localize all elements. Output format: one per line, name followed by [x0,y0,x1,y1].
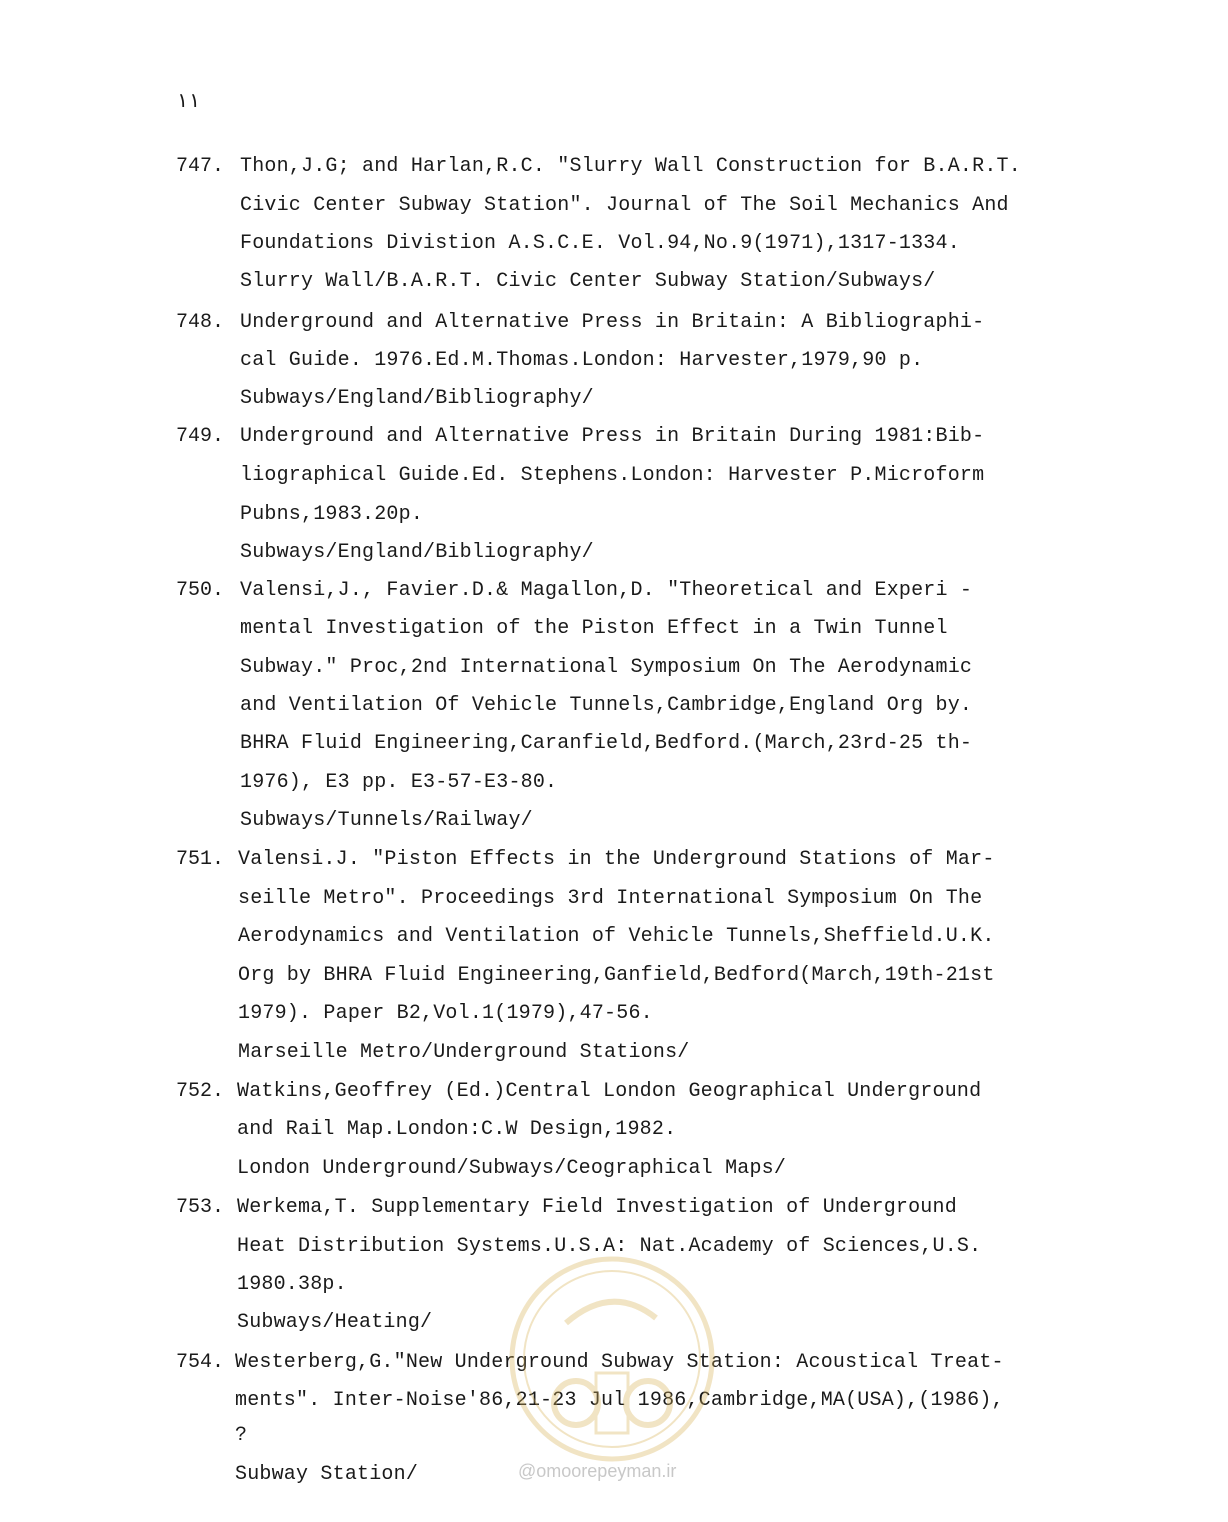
entry-number: 751. [176,848,225,871]
watermark-text: @omoorepeyman.ir [518,1461,677,1481]
entry-line: Werkema,T. Supplementary Field Investigation of Underground [237,1196,957,1219]
entry-line: Slurry Wall/B.A.R.T. Civic Center Subway Station/Subways/ [240,270,936,293]
entry-line: BHRA Fluid Engineering,Caranfield,Bedford.(March,23rd-25 th- [240,732,973,755]
entry-number: 747. [176,155,225,178]
entry-number: 753. [176,1196,225,1219]
entry-line: Underground and Alternative Press in Britain: A Bibliographi- [240,311,985,334]
entry-line: ? [235,1424,248,1447]
entry-line: Subways/Tunnels/Railway/ [240,809,533,832]
watermark-seal-icon [506,1253,718,1465]
entry-line: Subway." Proc,2nd International Symposium On The Aerodynamic [240,656,973,679]
entry-line: Marseille Metro/Underground Stations/ [238,1041,690,1064]
entry-line: 1976), E3 pp. E3-57-E3-80. [240,771,558,794]
entry-line: Aerodynamics and Ventilation of Vehicle Tunnels,Sheffield.U.K. [238,925,995,948]
entry-line: Foundations Divistion A.S.C.E. Vol.94,No.9(1971),1317-1334. [240,232,960,255]
entry-line: Heat Distribution Systems.U.S.A: Nat.Academy of Sciences,U.S. [237,1235,982,1258]
entry-line: and Rail Map.London:C.W Design,1982. [237,1118,677,1141]
entry-line: Subways/Heating/ [237,1311,433,1334]
entry-line: 1979). Paper B2,Vol.1(1979),47-56. [238,1002,653,1025]
entry-line: liographical Guide.Ed. Stephens.London: Harvester P.Microform [240,464,985,487]
entry-line: London Underground/Subways/Ceographical Maps/ [237,1157,787,1180]
entry-line: Valensi,J., Favier.D.& Magallon,D. "Theoretical and Experi - [240,579,973,602]
entry-line: Underground and Alternative Press in Britain During 1981:Bib- [240,425,985,448]
entry-line: and Ventilation Of Vehicle Tunnels,Cambridge,England Org by. [240,694,973,717]
entry-line: Subways/England/Bibliography/ [240,541,594,564]
entry-number: 754. [176,1351,225,1374]
entry-number: 749. [176,425,225,448]
entry-line: Watkins,Geoffrey (Ed.)Central London Geographical Underground [237,1080,982,1103]
entry-line: 1980.38p. [237,1273,347,1296]
entry-line: Subways/England/Bibliography/ [240,387,594,410]
entry-line: Westerberg,G."New Underground Subway Station: Acoustical Treat- [235,1351,1004,1374]
entry-line: cal Guide. 1976.Ed.M.Thomas.London: Harvester,1979,90 p. [240,349,924,372]
entry-line: Civic Center Subway Station". Journal of The Soil Mechanics And [240,194,1009,217]
entry-line: Subway Station/ [235,1463,419,1486]
entry-line: Pubns,1983.20p. [240,503,424,526]
entry-number: 752. [176,1080,225,1103]
entry-line: Org by BHRA Fluid Engineering,Ganfield,Bedford(March,19th-21st [238,964,995,987]
entry-line: ments". Inter-Noise'86,21-23 Jul 1986,Cambridge,MA(USA),(1986), [235,1389,1004,1412]
entry-line: Thon,J.G; and Harlan,R.C. "Slurry Wall Construction for B.A.R.T. [240,155,1021,178]
entry-number: 750. [176,579,225,602]
page-number: ۱۱ [176,91,201,114]
entry-line: seille Metro". Proceedings 3rd International Symposium On The [238,887,983,910]
entry-line: Valensi.J. "Piston Effects in the Underground Stations of Mar- [238,848,995,871]
entry-number: 748. [176,311,225,334]
entry-line: mental Investigation of the Piston Effect in a Twin Tunnel [240,617,948,640]
